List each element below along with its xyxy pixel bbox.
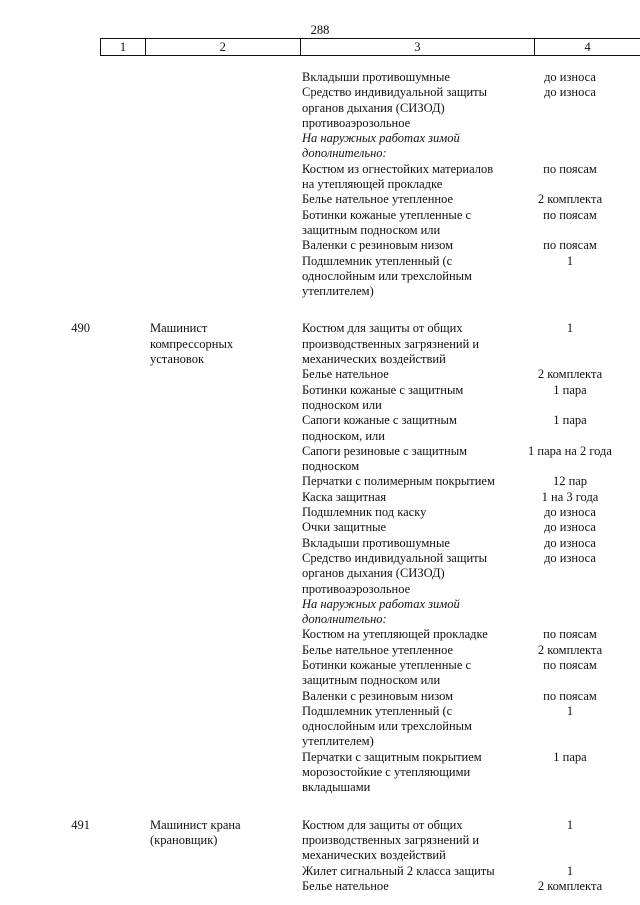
item-quantity: 1 [566, 817, 574, 832]
item-quantity: до износа [544, 505, 596, 520]
item-name: Костюм для защиты от общих производственных загрязнений и механических воздействий [302, 817, 480, 863]
item-quantity: по поясам [543, 657, 597, 672]
item-name: Валенки с резиновым низом [302, 688, 454, 703]
table-row [0, 321, 640, 795]
item-quantity: 2 комплекта [537, 878, 603, 893]
item-quantity: до износа [544, 70, 596, 84]
item-quantity: 2 комплекта [537, 367, 603, 382]
list-item [250, 818, 640, 864]
list-item [250, 131, 640, 162]
item-name: Перчатки с полимерным покрытием [302, 474, 495, 489]
item-quantity: по поясам [543, 627, 597, 642]
column-header-row [100, 38, 640, 56]
item-name: Сапоги кожаные с защитным подноском, или [302, 413, 457, 443]
table-row [0, 818, 640, 894]
item-quantity: 1 пара [553, 413, 587, 428]
item-name: Ботинки кожаные утепленные с защитным подноском или [302, 657, 472, 688]
item-name: Очки защитные [302, 520, 387, 535]
item-name: Белье нательное [302, 878, 389, 893]
list-item [250, 520, 640, 535]
list-item [250, 627, 640, 642]
section-note: На наружных работах зимой дополнительно: [302, 131, 460, 161]
column-header-3: 3 [301, 39, 536, 55]
item-quantity: по поясам [543, 207, 597, 222]
item-name: Валенки с резиновым низом [302, 238, 454, 253]
item-quantity: 1 [566, 321, 574, 336]
item-quantity: до износа [544, 550, 596, 565]
item-name: Вкладыши противошумные [302, 535, 450, 550]
item-quantity: 1 пара на 2 года [528, 443, 612, 458]
item-quantity: 2 комплекта [537, 642, 603, 657]
list-item [250, 658, 640, 689]
item-name: Ботинки кожаные утепленные с защитным подноском или [302, 207, 472, 237]
profession-name: Машинист крана (крановщик) [150, 817, 241, 847]
item-name: Белье нательное утепленное [302, 642, 454, 657]
list-item [250, 490, 640, 505]
item-name: Средство индивидуальной защиты органов дыхания (СИЗОД) противоаэрозольное [302, 85, 488, 130]
items-list [250, 321, 640, 795]
list-item [250, 643, 640, 658]
list-item [250, 208, 640, 239]
items-list [250, 70, 640, 299]
item-name: Подшлемник утепленный (с однослойным или трехслойным утеплителем) [302, 253, 472, 299]
list-item [250, 474, 640, 489]
item-name: Сапоги резиновые с защитным подноском [302, 443, 468, 474]
column-header-2: 2 [146, 39, 301, 55]
item-name: Каска защитная [302, 489, 387, 504]
table-body [0, 70, 640, 894]
list-item [250, 689, 640, 704]
section-note: На наружных работах зимой дополнительно: [302, 596, 460, 627]
list-item [250, 254, 640, 300]
page-number: 288 [310, 23, 330, 37]
item-quantity: 1 [566, 253, 574, 268]
item-name: Средство индивидуальной защиты органов дыхания (СИЗОД) противоаэрозольное [302, 550, 488, 596]
list-item [250, 367, 640, 382]
item-quantity: 2 комплекта [537, 192, 603, 207]
list-item [250, 750, 640, 796]
item-quantity: 1 пара [553, 382, 587, 397]
list-item [250, 413, 640, 444]
item-name: Костюм из огнестойких материалов на утепляющей прокладке [302, 161, 494, 192]
list-item [250, 383, 640, 414]
list-item [250, 505, 640, 520]
list-item [250, 536, 640, 551]
item-name: Белье нательное [302, 367, 389, 382]
list-item [250, 444, 640, 475]
item-quantity: до износа [544, 535, 596, 550]
item-name: Подшлемник утепленный (с однослойным или трехслойным утеплителем) [302, 703, 472, 749]
item-quantity: до износа [544, 520, 596, 535]
item-name: Костюм для защиты от общих производственных загрязнений и механических воздействий [302, 321, 480, 367]
list-item [250, 238, 640, 253]
row-spacer [0, 299, 640, 321]
list-item [250, 551, 640, 597]
list-item [250, 321, 640, 367]
item-name: Жилет сигнальный 2 класса защиты [302, 863, 495, 878]
item-quantity: по поясам [543, 688, 597, 703]
row-number: 491 [71, 817, 90, 832]
list-item [250, 597, 640, 628]
item-quantity: по поясам [543, 161, 597, 176]
list-item [250, 879, 640, 894]
item-quantity: 1 на 3 года [541, 489, 599, 504]
item-name: Костюм на утепляющей прокладке [302, 627, 488, 642]
item-quantity: 1 [566, 863, 574, 878]
item-name: Подшлемник под каску [302, 505, 427, 520]
items-list [250, 818, 640, 894]
item-name: Перчатки с защитным покрытием морозостойкие с утепляющими вкладышами [302, 749, 482, 795]
item-name: Вкладыши противошумные [302, 70, 450, 84]
list-item [250, 192, 640, 207]
list-item [250, 864, 640, 879]
item-quantity: по поясам [543, 238, 597, 253]
column-header-4: 4 [584, 40, 591, 54]
list-item [250, 85, 640, 131]
profession-name: Машинист компрессорных установок [150, 321, 234, 367]
table-row [0, 70, 640, 299]
item-name: Ботинки кожаные с защитным подноском или [302, 382, 464, 412]
list-item [250, 70, 640, 85]
row-number: 490 [71, 321, 90, 336]
item-quantity: 1 пара [553, 749, 587, 764]
item-quantity: 1 [566, 703, 574, 718]
row-spacer [0, 796, 640, 818]
item-name: Белье нательное утепленное [302, 192, 454, 207]
list-item [250, 162, 640, 193]
item-quantity: 12 пар [552, 474, 588, 489]
item-quantity: до износа [544, 85, 596, 100]
list-item [250, 704, 640, 750]
column-header-1: 1 [101, 39, 146, 55]
